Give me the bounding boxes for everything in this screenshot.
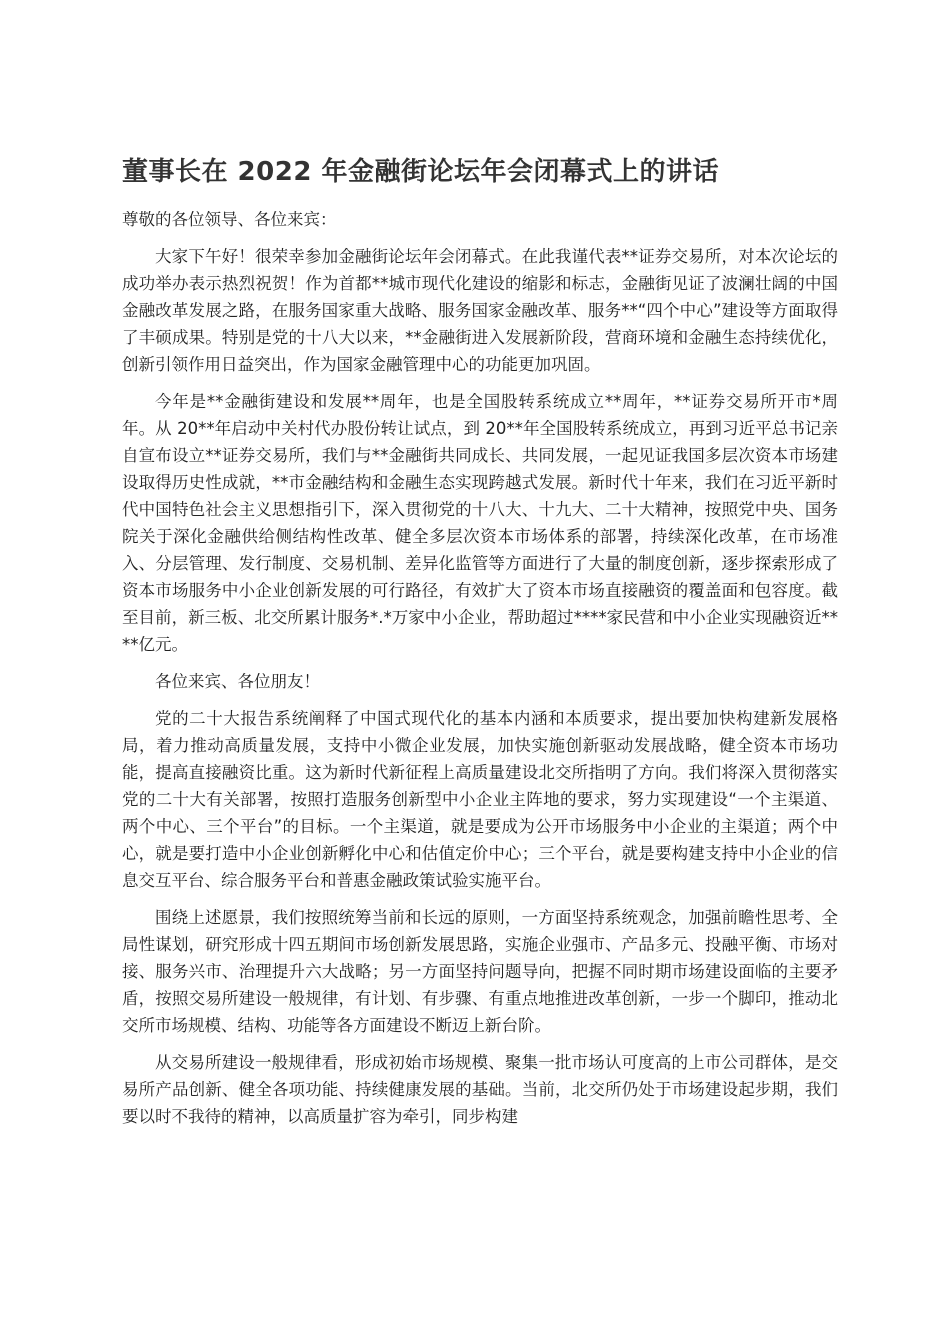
document-body (122, 206, 838, 1140)
paragraph-opening: 大家下午好！很荣幸参加金融街论坛年会闭幕式。在此我谨代表**证券交易所，对本次论坛的成功举办表示热烈祝贺！作为首都**城市现代化建设的缩影和标志，金融街见证了波澜壮阔的中国金融改革发展之路，在服务国家重大战略、服务国家金融改革、服务**“四个中心”建设等方面取得了丰硕成果。特别是党的十八大以来，**金融街进入发展新阶段，营商环境和金融生态持续优化，创新引领作用日益突出，作为国家金融管理中心的功能更加巩固。 (122, 247, 838, 374)
salutation: 尊敬的各位领导、各位来宾： (122, 210, 337, 229)
paragraph-anniversary: 今年是**金融街建设和发展**周年，也是全国股转系统成立**周年，**证券交易所开市*周年。从 20**年启动中关村代办股份转让试点，到 20**年全国股转系统成立，再到习近平总书记亲自宣布设立**证券交易所，我们与**金融街共同成长、共同发展，一起见证我国多层次资本市场建设取得历史性成就，**市金融结构和金融生态实现跨越式发展。新时代十年来，我们在习近平新时代中国特色社会主义思想指引下，深入贯彻党的十八大、十九大、二十大精神，按照党中央、国务院关于深化金融供给侧结构性改革、健全多层次资本市场体系的部署，持续深化改革，在市场准入、分层管理、发行制度、交易机制、差异化监管等方面进行了大量的制度创新，逐步探索形成了资本市场服务中小企业创新发展的可行路径，有效扩大了资本市场直接融资的覆盖面和包容度。截至目前，新三板、北交所累计服务*.*万家中小企业，帮助超过****家民营和中小企业实现融资近****亿元。 (122, 392, 838, 654)
paragraph-vision: 围绕上述愿景，我们按照统筹当前和长远的原则，一方面坚持系统观念，加强前瞻性思考、全局性谋划，研究形成十四五期间市场创新发展思路，实施企业强市、产品多元、投融平衡、市场对接、服务兴市、治理提升六大战略；另一方面坚持问题导向，把握不同时期市场建设面临的主要矛盾，按照交易所建设一般规律，有计划、有步骤、有重点地推进改革创新，一步一个脚印，推动北交所市场规模、结构、功能等各方面建设不断迈上新台阶。 (122, 908, 838, 1035)
paragraph-congress-report: 党的二十大报告系统阐释了中国式现代化的基本内涵和本质要求，提出要加快构建新发展格局，着力推动高质量发展，支持中小微企业发展，加快实施创新驱动发展战略，健全资本市场功能，提高直接融资比重。这为新时代新征程上高质量建设北交所指明了方向。我们将深入贯彻落实党的二十大有关部署，按照打造服务创新型中小企业主阵地的要求，努力实现建设“一个主渠道、两个中心、三个平台”的目标。一个主渠道，就是要成为公开市场服务中小企业的主渠道；两个中心，就是要打造中小企业创新孵化中心和估值定价中心；三个平台，就是要构建支持中小企业的信息交互平台、综合服务平台和普惠金融政策试验实施平台。 (122, 709, 838, 890)
paragraph-market-building: 从交易所建设一般规律看，形成初始市场规模、聚集一批市场认可度高的上市公司群体，是交易所产品创新、健全各项功能、持续健康发展的基础。当前，北交所仍处于市场建设起步期，我们要以时不我待的精神，以高质量扩容为牵引，同步构建 (122, 1053, 838, 1126)
document-title: 董事长在 2022 年金融街论坛年会闭幕式上的讲话 (122, 157, 719, 187)
paragraph-address: 各位来宾、各位朋友！ (155, 672, 320, 691)
